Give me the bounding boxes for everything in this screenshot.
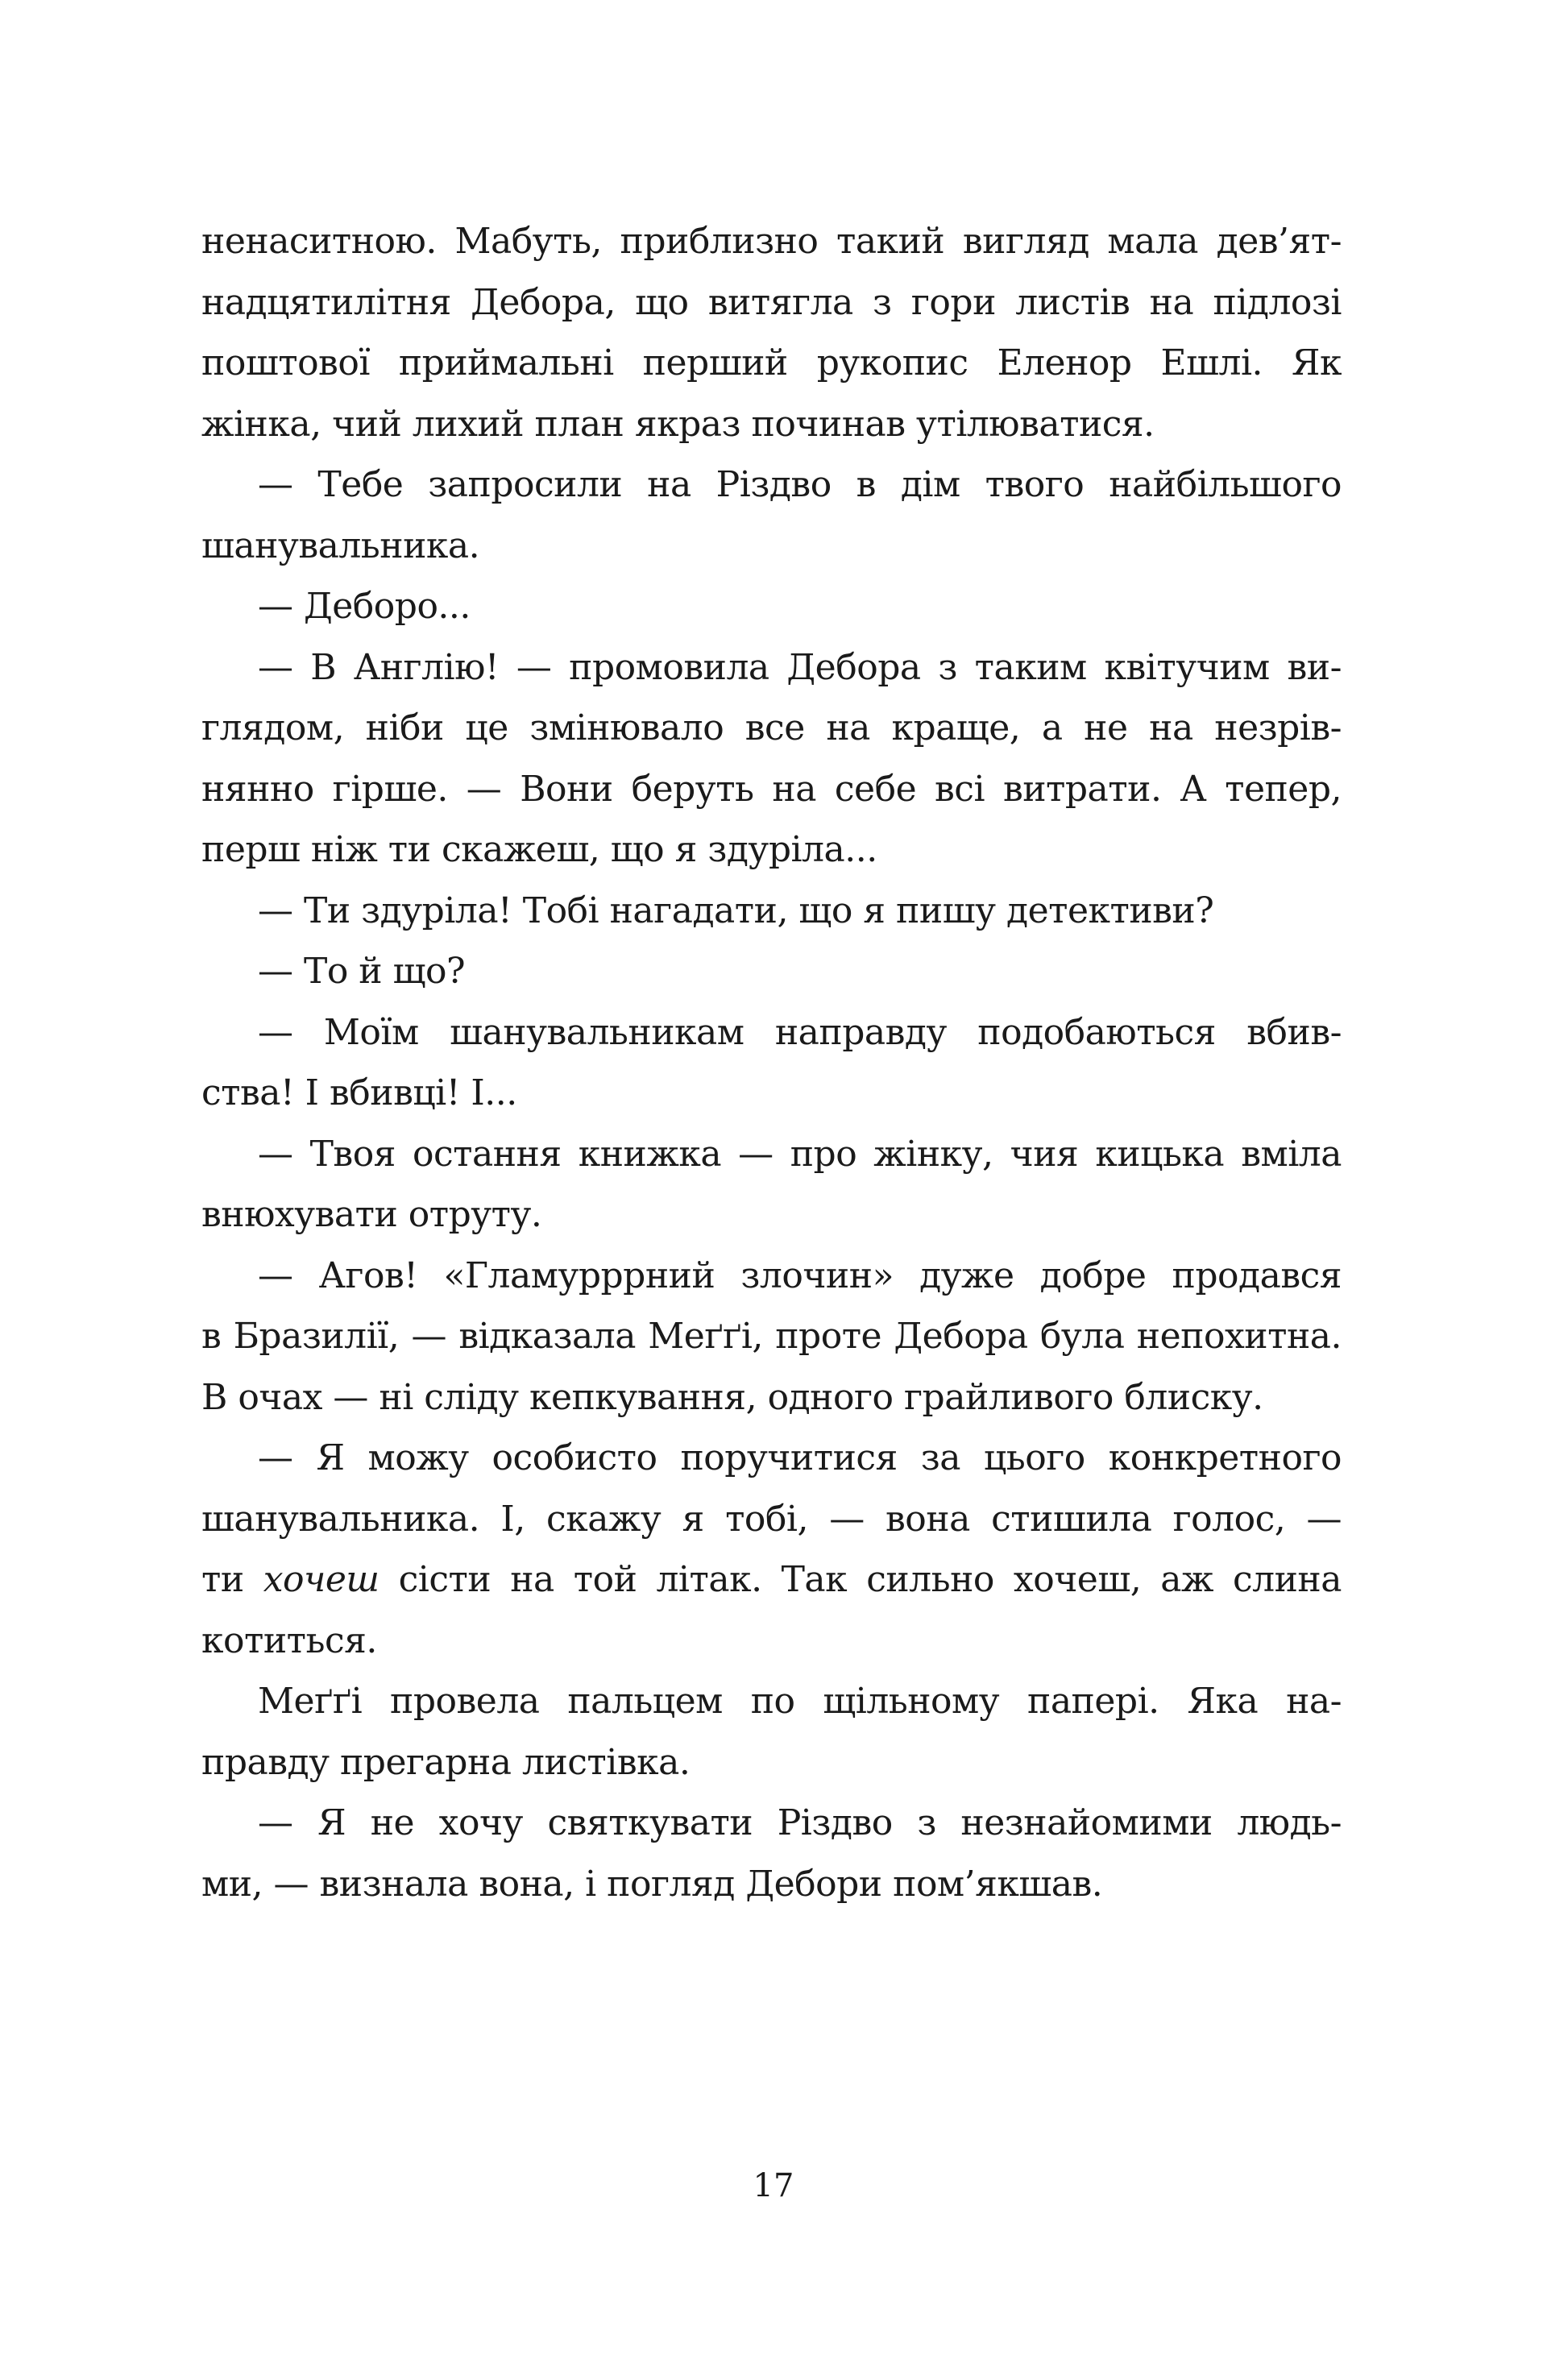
text-line: шанувальника. І, скажу я тобі, — вона стишила голос, — bbox=[201, 1498, 1342, 1540]
text-line: — Я не хочу святкувати Різдво з незнайомими людь- bbox=[258, 1802, 1342, 1843]
text-segment: ти bbox=[201, 1559, 263, 1600]
text-line: правду прегарна листівка. bbox=[201, 1741, 691, 1783]
text-segment: сісти на той літак. Так сильно хочеш, аж слина bbox=[379, 1559, 1342, 1600]
text-line: шанувальника. bbox=[201, 525, 480, 566]
text-line: глядом, ніби це змінювало все на краще, а не на незрів- bbox=[201, 707, 1342, 748]
book-page-text bbox=[201, 211, 1342, 1914]
italic-emphasis: хочеш bbox=[263, 1559, 379, 1600]
text-line-with-italic bbox=[201, 1549, 1342, 1611]
text-line: — Я можу особисто поручитися за цього конкретного bbox=[258, 1437, 1342, 1478]
text-line: — Твоя остання книжка — про жінку, чия кицька вміла bbox=[258, 1133, 1342, 1175]
text-line: — То й що? bbox=[258, 951, 466, 992]
text-line: — Ти здуріла! Тобі нагадати, що я пишу детективи? bbox=[258, 889, 1214, 931]
text-line: ства! І вбивці! І... bbox=[201, 1072, 517, 1113]
text-line: поштової приймальні перший рукопис Еленор Ешлі. Як bbox=[201, 342, 1342, 384]
text-line: в Бразилії, — відказала Меґґі, проте Дебора була непохитна. bbox=[201, 1316, 1342, 1357]
text-line: жінка, чий лихий план якраз починав утілюватися. bbox=[201, 403, 1155, 445]
text-line: котиться. bbox=[201, 1619, 377, 1661]
text-line: — Моїм шанувальникам направду подобаються вбив- bbox=[258, 1011, 1342, 1053]
text-line: перш ніж ти скажеш, що я здуріла... bbox=[201, 829, 877, 870]
text-line: ненаситною. Мабуть, приблизно такий вигляд мала дев’ят- bbox=[201, 221, 1342, 262]
text-line: Меґґі провела пальцем по щільному папері. Яка на- bbox=[258, 1681, 1342, 1722]
text-line: нянно гірше. — Вони беруть на себе всі витрати. А тепер, bbox=[201, 768, 1342, 810]
text-line: надцятилітня Дебора, що витягла з гори листів на підлозі bbox=[201, 281, 1342, 323]
text-line: — В Англію! — промовила Дебора з таким квітучим ви- bbox=[258, 646, 1342, 688]
text-line: — Агов! «Гламурррний злочин» дуже добре продався bbox=[258, 1254, 1342, 1296]
text-line: ми, — визнала вона, і погляд Дебори пом’якшав. bbox=[201, 1863, 1103, 1905]
text-line: внюхувати отруту. bbox=[201, 1194, 542, 1235]
text-line: — Деборо... bbox=[258, 586, 471, 627]
page-number: 17 bbox=[753, 2167, 794, 2204]
text-line: В очах — ні сліду кепкування, одного грайливого блиску. bbox=[201, 1376, 1263, 1418]
text-line: — Тебе запросили на Різдво в дім твого найбільшого bbox=[258, 464, 1342, 505]
